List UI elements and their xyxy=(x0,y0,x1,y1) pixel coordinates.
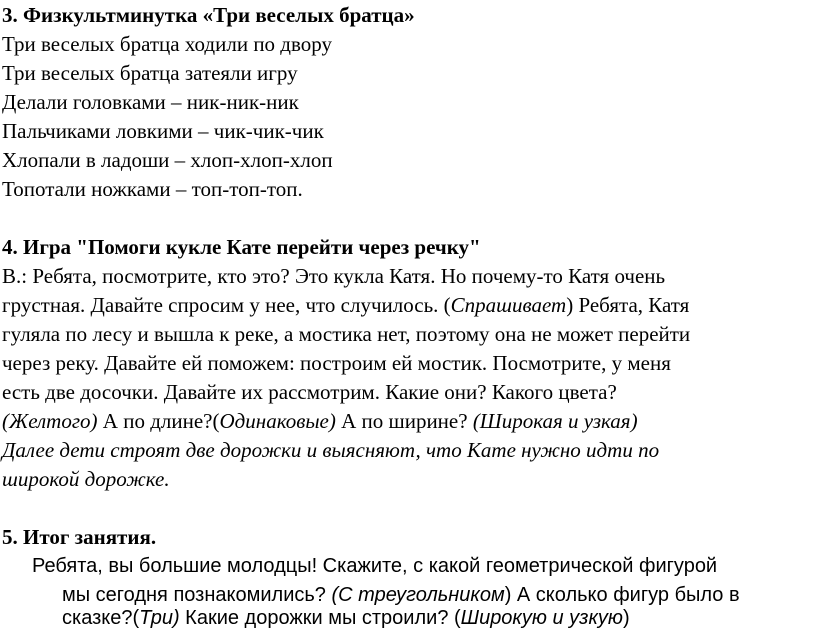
text-span: А по ширине? xyxy=(335,409,473,433)
poem-line-6: Топотали ножками – топ-топ-топ. xyxy=(2,177,303,201)
poem-line-5: Хлопали в ладоши – хлоп-хлоп-хлоп xyxy=(2,148,333,172)
poem-line-2: Три веселых братца затеяли игру xyxy=(2,61,298,85)
text-span: ) Ребята, Катя xyxy=(566,293,690,317)
section4-line-3: гуляла по лесу и вышла к реке, а мостика нет, поэтому она не может перейти xyxy=(2,322,691,346)
text-span: мы сегодня познакомились? xyxy=(62,584,332,606)
italic-span: Спрашивает xyxy=(450,293,567,317)
section4-line-6 xyxy=(2,408,638,434)
text-span: сказке?( xyxy=(62,607,140,629)
section4-heading: 4. Игра "Помоги кукле Кате перейти через речку" xyxy=(2,235,481,259)
italic-span: (Широкая и узкая) xyxy=(472,409,638,433)
text-span: Какие дорожки мы строили? ( xyxy=(179,607,461,629)
section3-heading: 3. Физкультминутка «Три веселых братца» xyxy=(2,3,415,27)
section4-line-5: есть две досочки. Давайте их рассмотрим. Какие они? Какого цвета? xyxy=(2,380,617,404)
poem-line-3: Делали головками – ник-ник-ник xyxy=(2,90,299,114)
section4-line-2 xyxy=(2,292,689,318)
text-span: ) xyxy=(622,607,630,629)
italic-span: Три) xyxy=(139,607,180,629)
poem-line-4: Пальчиками ловкими – чик-чик-чик xyxy=(2,119,324,143)
section5-line-3 xyxy=(62,605,630,631)
section5-line-1: Ребята, вы большие молодцы! Скажите, с какой геометрической фигурой xyxy=(32,555,718,577)
text-span: А по длине?( xyxy=(97,409,220,433)
italic-span: (Желтого) xyxy=(2,409,98,433)
italic-span: Одинаковые) xyxy=(219,409,336,433)
section4-line-4: через реку. Давайте ей поможем: построим ей мостик. Посмотрите, у меня xyxy=(2,351,671,375)
italic-span: Широкую и узкую xyxy=(460,607,623,629)
section4-line-1: В.: Ребята, посмотрите, кто это? Это кукла Катя. Но почему-то Катя очень xyxy=(2,264,666,288)
italic-span: (С треугольником xyxy=(331,584,505,606)
section5-heading: 5. Итог занятия. xyxy=(2,525,157,549)
section4-line-7: Далее дети строят две дорожки и выясняют, что Кате нужно идти по xyxy=(2,438,660,462)
poem-line-1: Три веселых братца ходили по двору xyxy=(2,32,332,56)
text-span: грустная. Давайте спросим у нее, что случилось. ( xyxy=(2,293,451,317)
text-span: ) А сколько фигур было в xyxy=(504,584,740,606)
section4-line-8: широкой дорожке. xyxy=(2,467,170,491)
